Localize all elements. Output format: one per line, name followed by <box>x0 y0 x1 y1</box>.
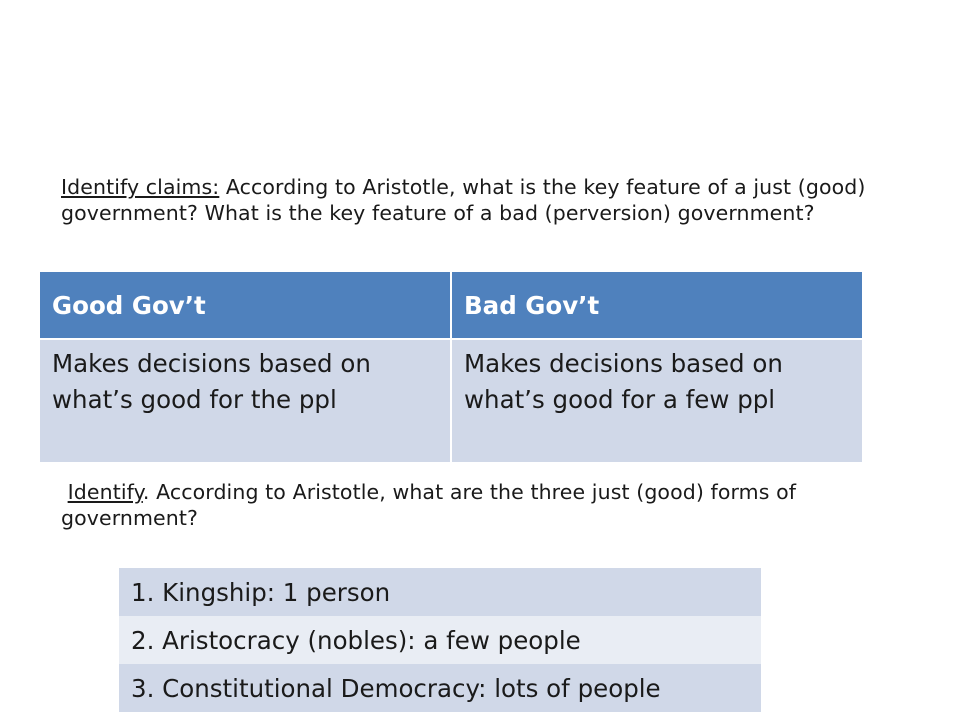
good-government-description: Makes decisions based on what’s good for the ppl <box>39 339 451 463</box>
table-row <box>119 568 761 616</box>
question-label: Identify <box>67 480 143 504</box>
table-header-row <box>39 271 863 339</box>
form-aristocracy: 2. Aristocracy (nobles): a few people <box>119 616 761 664</box>
question-label: Identify claims: <box>61 175 220 199</box>
form-kingship: 1. Kingship: 1 person <box>119 568 761 616</box>
bad-government-description: Makes decisions based on what’s good for a few ppl <box>451 339 863 463</box>
table-row <box>39 339 863 463</box>
form-constitutional-democracy: 3. Constitutional Democracy: lots of people <box>119 664 761 712</box>
header-bad-government: Bad Gov’t <box>451 271 863 339</box>
header-good-government: Good Gov’t <box>39 271 451 339</box>
government-comparison-table <box>38 270 864 464</box>
question-text: According to Aristotle, what is the key feature of a just (good) government? What is the key feature of a bad (perversion) government? <box>61 175 866 225</box>
question-identify-claims <box>61 174 921 226</box>
question-identify-forms <box>61 479 921 531</box>
table-row <box>119 664 761 712</box>
table-row <box>119 616 761 664</box>
question-text: . According to Aristotle, what are the three just (good) forms of government? <box>61 480 797 530</box>
just-forms-table <box>119 568 761 712</box>
